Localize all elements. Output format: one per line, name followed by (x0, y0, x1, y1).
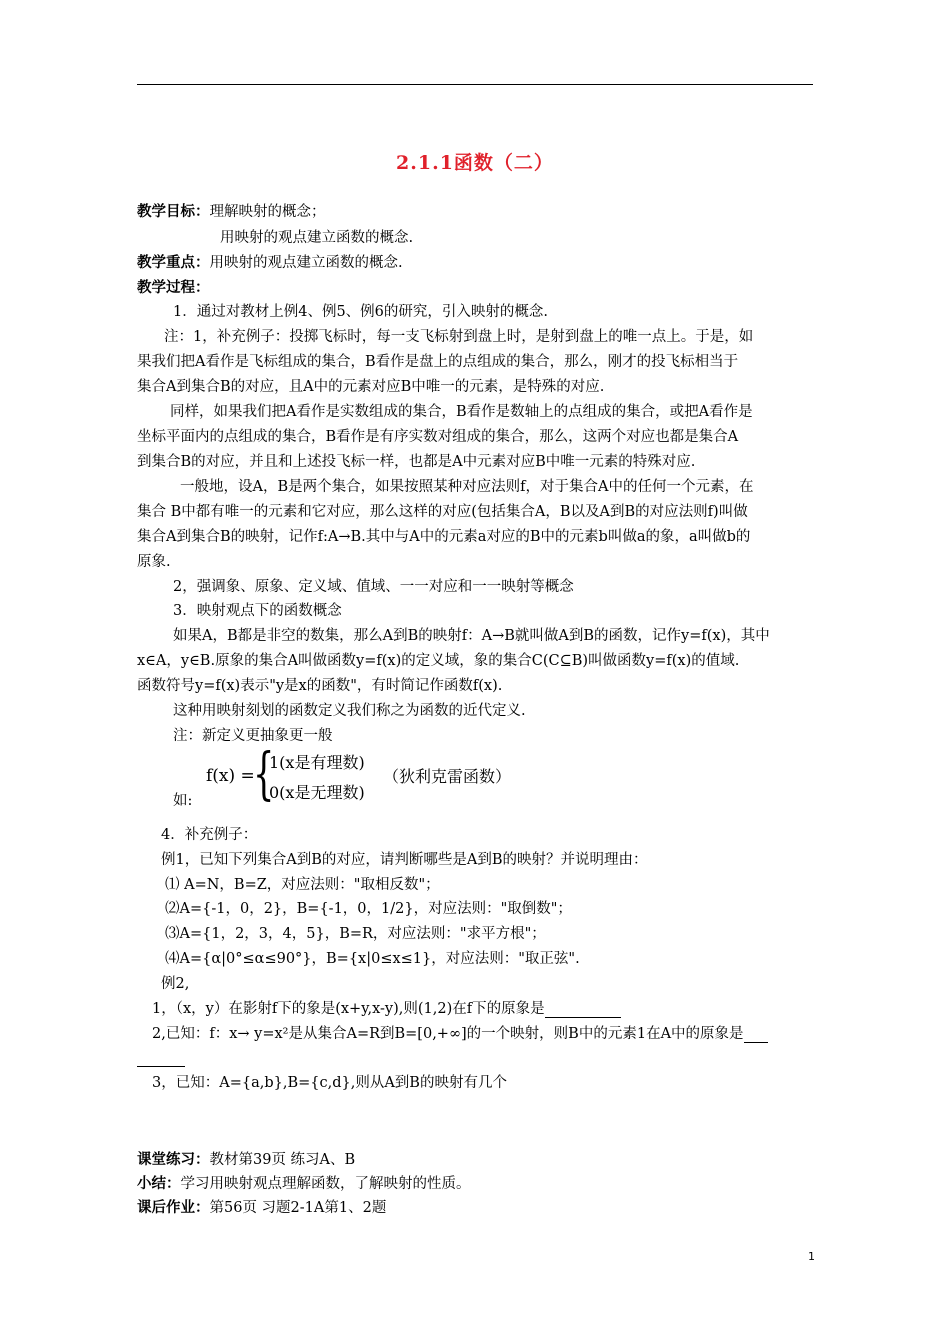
answer-blank-2 (744, 1028, 768, 1043)
example-2: 例2, (161, 976, 190, 992)
definition-line-3: 函数符号y=f(x)表示"y是x的函数"，有时简记作函数f(x). (137, 678, 503, 694)
focus-line (137, 254, 403, 272)
same-line-3: 到集合B的对应，并且和上述投飞标一样，也都是A中元素对应B中唯一元素的特殊对应. (137, 454, 696, 470)
answer-blank-2-tail (137, 1052, 185, 1067)
practice-label: 课堂练习： (137, 1151, 210, 1168)
paragraph-2: 2，强调象、原象、定义域、值域、一一对应和一一映射等概念 (173, 579, 574, 595)
formula-lhs: f(x) = (206, 766, 255, 786)
focus-text: 用映射的观点建立函数的概念. (209, 255, 403, 271)
practice-text: 教材第39页 练习A、B (209, 1152, 356, 1168)
goal-label: 教学目标： (137, 203, 210, 220)
process-label: 教学过程： (137, 279, 210, 296)
formula-brace: { (253, 742, 275, 807)
example-2-item-2-text: 2,已知：f：x→ y=x²是从集合A=R到B=[0,+∞]的一个映射，则B中的元素1在A中的原象是 (152, 1026, 744, 1042)
answer-blank-1 (545, 1003, 621, 1018)
practice-line (137, 1151, 355, 1169)
goal-text-2: 用映射的观点建立函数的概念. (220, 230, 414, 246)
dirichlet-formula (173, 742, 533, 810)
example-1-item-2: ⑵A={-1，0，2}，B={-1，0，1/2}，对应法则："取倒数"； (165, 901, 572, 917)
general-line-2: 集合 B中都有唯一的元素和它对应，那么这样的对应(包括集合A，B以及A到B的对应法则f)叫做 (137, 504, 748, 520)
answer-blank-2-continued (137, 1049, 185, 1067)
summary-label: 小结： (137, 1175, 181, 1192)
example-1-item-3: ⑶A={1，2，3，4，5}，B=R，对应法则："求平方根"； (165, 926, 546, 942)
formula-case-2: 0(x是无理数) (269, 783, 365, 802)
summary-text: 学习用映射观点理解函数，了解映射的性质。 (180, 1176, 471, 1192)
paragraph-4: 4．补充例子： (161, 827, 258, 843)
paragraph-1: 1．通过对教材上例4、例5、例6的研究，引入映射的概念. (173, 304, 549, 320)
goal-text-1: 理解映射的概念； (209, 204, 326, 220)
example-2-item-1 (152, 1000, 621, 1018)
modern-definition: 这种用映射刻划的函数定义我们称之为函数的近代定义. (173, 703, 526, 719)
note2: 注：新定义更抽象更一般 (173, 728, 333, 744)
formula-name: （狄利克雷函数） (383, 767, 512, 786)
definition-line-1: 如果A，B都是非空的数集，那么A到B的映射f：A→B就叫做A到B的函数，记作y=f(x)，其中 (173, 628, 770, 644)
example-1-item-1: ⑴ A=N，B=Z，对应法则："取相反数"； (165, 877, 440, 893)
goal-line (137, 203, 326, 221)
general-line-4: 原象. (137, 554, 171, 570)
same-line-2: 坐标平面内的点组成的集合，B看作是有序实数对组成的集合，那么，这两个对应也都是集合A (137, 429, 739, 445)
homework-text: 第56页 习题2-1A第1、2题 (209, 1200, 387, 1216)
homework-line (137, 1199, 386, 1217)
general-line-3: 集合A到集合B的映射，记作f:A→B.其中与A中的元素a对应的B中的元素b叫做a的象，a叫做b的 (137, 529, 751, 545)
example-2-item-1-text: 1，（x，y）在影射f下的象是(x+y,x-y),则(1,2)在f下的原象是 (152, 1001, 545, 1017)
example-1: 例1，已知下列集合A到B的对应，请判断哪些是A到B的映射？并说明理由： (161, 852, 648, 868)
homework-label: 课后作业： (137, 1199, 210, 1216)
note1-line-1: 注：1，补充例子：投掷飞标时，每一支飞标射到盘上时，是射到盘上的唯一点上。于是，如 (164, 329, 754, 345)
example-2-item-3: 3，已知：A={a,b},B={c,d},则从A到B的映射有几个 (152, 1075, 507, 1091)
example-2-item-2 (152, 1025, 768, 1043)
general-line-1: 一般地，设A，B是两个集合，如果按照某种对应法则f，对于集合A中的任何一个元素，在 (180, 479, 754, 495)
example-1-item-4: ⑷A={α|0°≤α≤90°}，B={x|0≤x≤1}，对应法则："取正弦". (165, 951, 580, 967)
definition-line-2: x∈A，y∈B.原象的集合A叫做函数y=f(x)的定义域，象的集合C(C⊆B)叫做函数y=f(x)的值域. (137, 653, 740, 669)
same-line-1: 同样，如果我们把A看作是实数组成的集合，B看作是数轴上的点组成的集合，或把A看作是 (170, 404, 753, 420)
header-rule (137, 84, 813, 85)
summary-line (137, 1175, 471, 1193)
formula-case-1: 1(x是有理数) (269, 753, 365, 772)
example-label: 如: (173, 793, 193, 809)
note1-line-3: 集合A到集合B的对应，且A中的元素对应B中唯一的元素，是特殊的对应. (137, 379, 605, 395)
page-number: 1 (808, 1250, 815, 1263)
note1-line-2: 果我们把A看作是飞标组成的集合，B看作是盘上的点组成的集合，那么，刚才的投飞标相当于 (137, 354, 739, 370)
page-title: 2.1.1函数（二） (396, 152, 554, 174)
focus-label: 教学重点： (137, 254, 210, 271)
paragraph-3: 3．映射观点下的函数概念 (173, 603, 342, 619)
